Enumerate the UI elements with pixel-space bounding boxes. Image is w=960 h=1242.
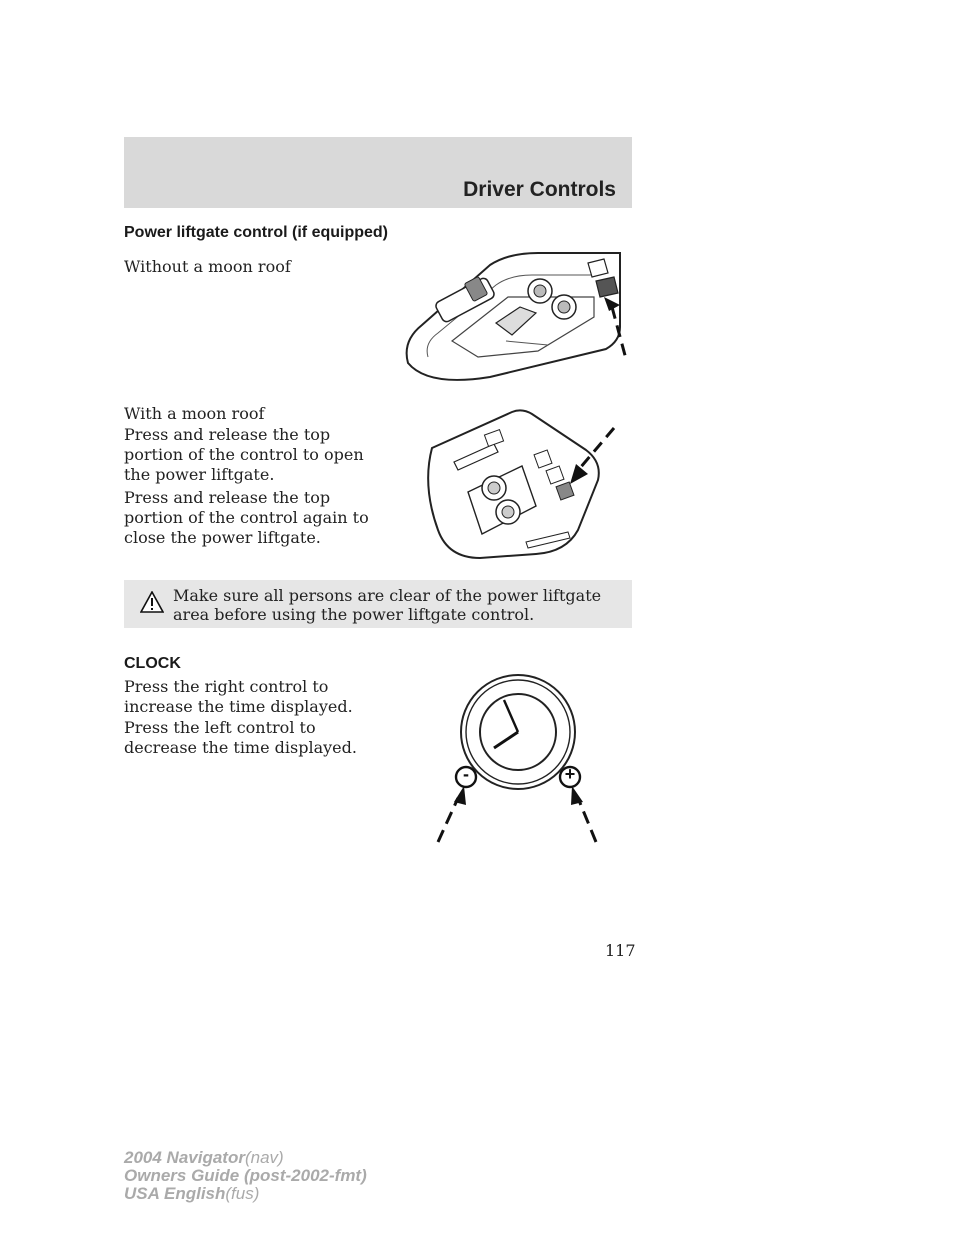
clock-plus-label: + — [564, 764, 576, 784]
footer — [124, 1149, 367, 1203]
footer-model: 2004 Navigator — [124, 1148, 245, 1167]
footer-model-code: (nav) — [244, 1148, 284, 1167]
liftgate-close-instruction: Press and release the top portion of the control again to close the power liftgate. — [124, 488, 369, 547]
warning-text: Make sure all persons are clear of the power liftgate area before using the power liftgate control. — [173, 586, 602, 624]
clock-illustration — [426, 662, 616, 852]
footer-language: USA English — [124, 1184, 226, 1203]
liftgate-open-instruction: Press and release the top portion of the control to open the power liftgate. — [124, 425, 364, 484]
clock-heading: CLOCK — [124, 655, 181, 672]
clock-decrease-instruction: Press the left control to decrease the time displayed. — [124, 718, 357, 757]
console-without-moonroof-illustration — [398, 245, 638, 390]
footer-guide: Owners Guide (post-2002-fmt) — [124, 1166, 367, 1185]
page-number: 117 — [605, 941, 636, 960]
warning-box — [124, 580, 632, 628]
liftgate-heading: Power liftgate control (if equipped) — [124, 224, 388, 241]
clock-minus-label: - — [463, 764, 469, 784]
footer-language-code: (fus) — [225, 1184, 260, 1203]
warning-triangle-icon — [140, 591, 164, 613]
with-moonroof-label: With a moon roof — [124, 404, 265, 423]
console-with-moonroof-illustration — [418, 406, 638, 564]
page-section-title: Driver Controls — [463, 178, 616, 201]
clock-increase-instruction: Press the right control to increase the time displayed. — [124, 677, 353, 716]
without-moonroof-label: Without a moon roof — [124, 257, 291, 276]
header-band — [124, 137, 632, 208]
